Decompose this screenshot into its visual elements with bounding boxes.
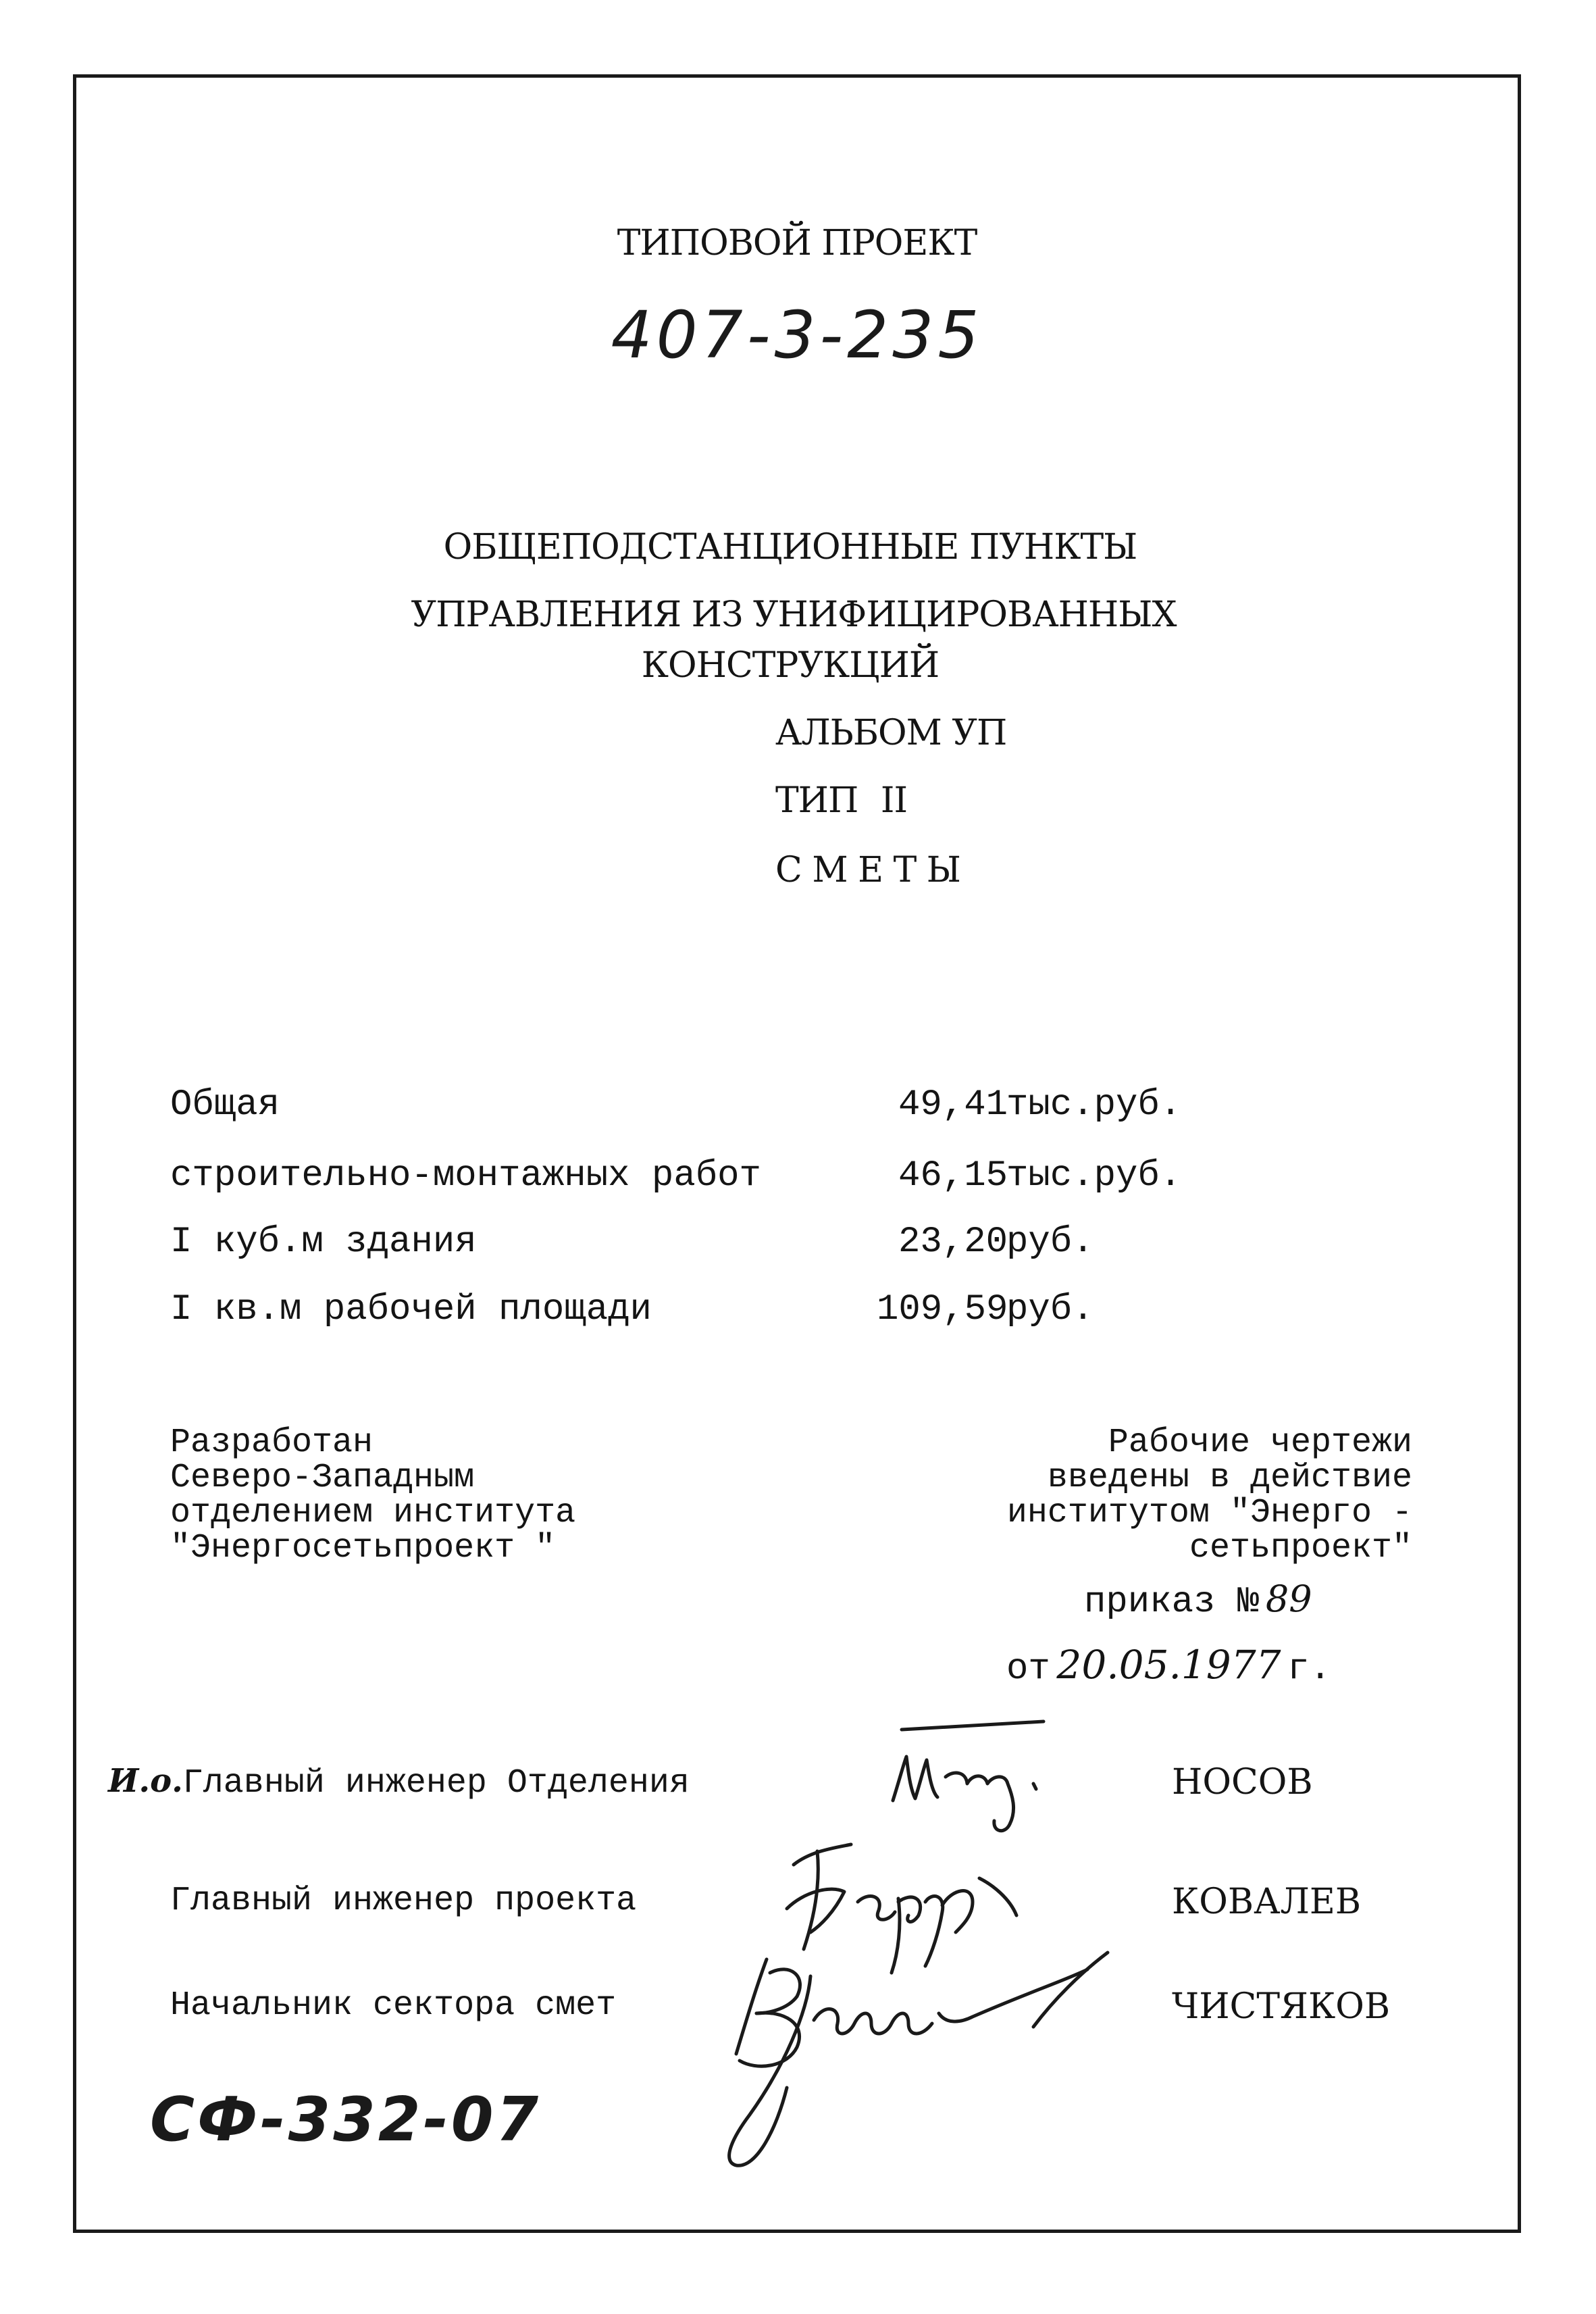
series-label: ТИПОВОЙ ПРОЕКТ	[617, 223, 977, 263]
cost-unit-construction: тыс.руб.	[1006, 1155, 1182, 1197]
signatory-role-3: Начальник сектора смет	[170, 1986, 617, 2025]
enactment-line-4: сетьпроект"	[1189, 1529, 1412, 1567]
signatory-name-1: НОСОВ	[1172, 1762, 1313, 1803]
date-prefix: от	[1006, 1649, 1050, 1690]
signatory-name-3: ЧИСТЯКОВ	[1172, 1986, 1391, 2027]
cost-label-construction: строительно-монтажных работ	[170, 1155, 761, 1197]
cost-label-total: Общая	[170, 1084, 280, 1126]
date-line	[1006, 1642, 1331, 1690]
signatory-1	[108, 1762, 690, 1803]
cost-label-cubic-meter: I куб.м здания	[170, 1222, 477, 1263]
section-label: С М Е Т Ы	[775, 850, 960, 890]
enactment-line-1: Рабочие чертежи	[1108, 1424, 1412, 1462]
title-line-3: КОНСТРУКЦИЙ	[641, 645, 939, 686]
cost-unit-square-meter: руб.	[1006, 1289, 1094, 1330]
date-suffix: г.	[1287, 1649, 1331, 1690]
signatory-prefix: И.о.	[108, 1762, 183, 1800]
order-number: 89	[1265, 1578, 1312, 1620]
cost-value-total: 49,41	[898, 1084, 1008, 1126]
type-label: ТИП II	[775, 780, 907, 821]
cost-value-construction: 46,15	[898, 1155, 1008, 1197]
signatory-role: Главный инженер Отделения	[182, 1764, 690, 1803]
enactment-line-2: введены в действие	[1047, 1459, 1412, 1497]
developer-block	[170, 1426, 575, 1566]
order-line	[1084, 1578, 1312, 1623]
enactment-block	[1007, 1426, 1412, 1566]
cost-unit-total: тыс.руб.	[1006, 1084, 1182, 1126]
project-number: 407-3-235	[611, 297, 983, 373]
developer-line-4: "Энергосетьпроект "	[170, 1529, 556, 1567]
signatory-role-2: Главный инженер проекта	[170, 1882, 637, 1920]
enactment-line-3: институтом "Энерго -	[1006, 1494, 1412, 1532]
order-label: приказ №	[1084, 1582, 1260, 1623]
signatory-name-2: КОВАЛЕВ	[1172, 1882, 1362, 1922]
developer-line-3: отделением института	[170, 1494, 576, 1532]
cost-label-square-meter: I кв.м рабочей площади	[170, 1289, 652, 1330]
cost-value-cubic-meter: 23,20	[898, 1222, 1008, 1263]
archive-code: СФ-332-07	[150, 2084, 542, 2155]
date-value: 20.05.1977	[1056, 1642, 1281, 1688]
developer-line-2: Северо-Западным	[170, 1459, 475, 1497]
album-label: АЛЬБОМ УП	[775, 713, 1007, 753]
cost-unit-cubic-meter: руб.	[1006, 1222, 1094, 1263]
title-line-1: ОБЩЕПОДСТАНЦИОННЫЕ ПУНКТЫ	[443, 527, 1137, 568]
cost-value-square-meter: 109,59	[877, 1289, 1008, 1330]
title-line-2: УПРАВЛЕНИЯ ИЗ УНИФИЦИРОВАННЫХ	[411, 595, 1177, 635]
developer-line-1: Разработан	[170, 1424, 374, 1462]
